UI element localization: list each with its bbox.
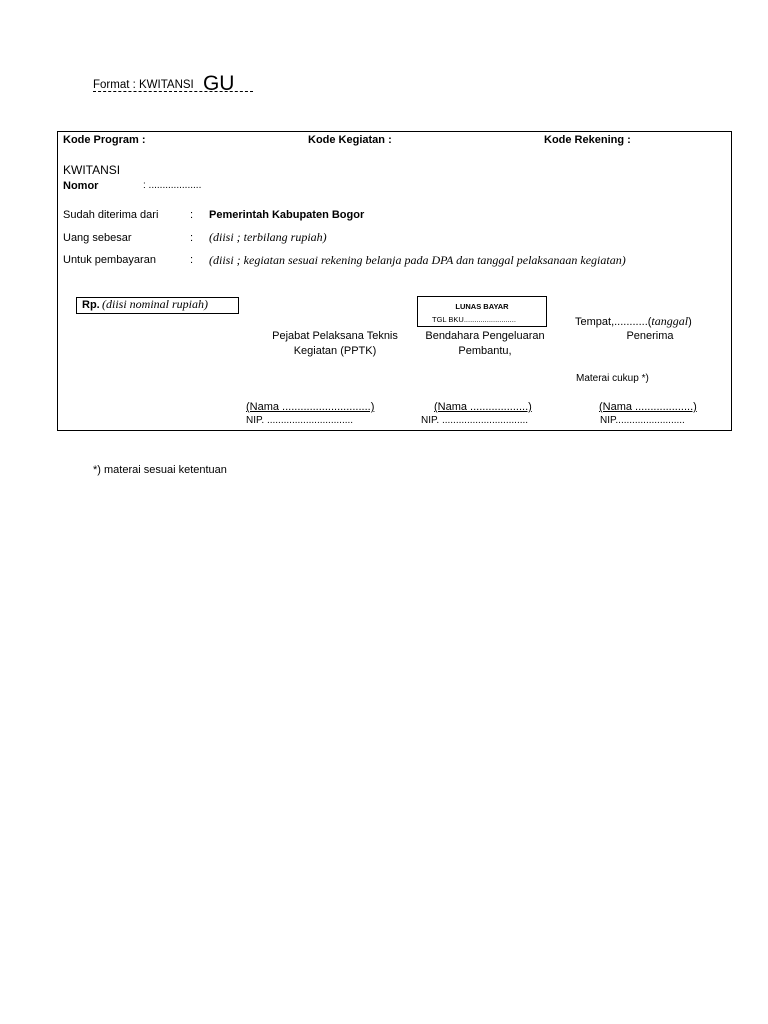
format-divider xyxy=(93,91,253,92)
rp-value: (diisi nominal rupiah) xyxy=(102,297,209,311)
amount-colon: : xyxy=(190,232,194,244)
treasurer-name: (Nama ...................) xyxy=(434,401,532,413)
amount-value: (diisi ; terbilang rupiah) xyxy=(209,230,327,244)
paid-stamp-title: LUNAS BAYAR xyxy=(455,302,509,311)
treasurer-nip: NIP. ............................... xyxy=(421,415,529,426)
recipient-role: Penerima xyxy=(626,330,674,342)
materai-note: Materai cukup *) xyxy=(576,373,649,384)
purpose-value: (diisi ; kegiatan sesuai rekening belanja pada DPA dan tanggal pelaksanaan kegiatan) xyxy=(209,253,626,267)
recipient-nip: NIP......................... xyxy=(600,415,685,426)
place-date xyxy=(575,314,692,329)
footnote: *) materai sesuai ketentuan xyxy=(93,464,227,476)
rp-label: Rp. xyxy=(82,299,100,311)
kode-kegiatan-label: Kode Kegiatan : xyxy=(308,134,392,146)
pptk-role-line1: Pejabat Pelaksana Teknis xyxy=(272,330,398,342)
kode-program-label: Kode Program : xyxy=(63,134,146,146)
treasurer-role-line1: Bendahara Pengeluaran xyxy=(425,330,545,342)
amount-label: Uang sebesar xyxy=(63,232,132,244)
format-label: Format : KWITANSI xyxy=(93,79,194,91)
place-date-suffix: ) xyxy=(688,316,692,328)
paid-stamp-date: TGL BKU......................... xyxy=(432,315,516,324)
receipt-box xyxy=(57,131,732,431)
pptk-name: (Nama .............................) xyxy=(246,401,375,413)
treasurer-role-line2: Pembantu, xyxy=(458,345,512,357)
nomor-value: : ................... xyxy=(143,180,202,191)
received-from-colon: : xyxy=(190,209,194,221)
purpose-label: Untuk pembayaran xyxy=(63,254,156,266)
format-code: GU xyxy=(202,72,235,95)
purpose-colon: : xyxy=(190,254,194,266)
place-date-tanggal: tanggal xyxy=(651,314,689,328)
recipient-name: (Nama ...................) xyxy=(599,401,697,413)
place-date-prefix: Tempat,...........( xyxy=(575,316,652,328)
pptk-nip: NIP. ............................... xyxy=(246,415,354,426)
nomor-label: Nomor xyxy=(63,180,99,192)
received-from-label: Sudah diterima dari xyxy=(63,209,159,221)
received-from-value: Pemerintah Kabupaten Bogor xyxy=(209,209,365,221)
receipt-title: KWITANSI xyxy=(63,163,121,177)
pptk-role-line2: Kegiatan (PPTK) xyxy=(293,345,377,357)
kode-rekening-label: Kode Rekening : xyxy=(544,134,631,146)
format-title xyxy=(93,72,234,96)
